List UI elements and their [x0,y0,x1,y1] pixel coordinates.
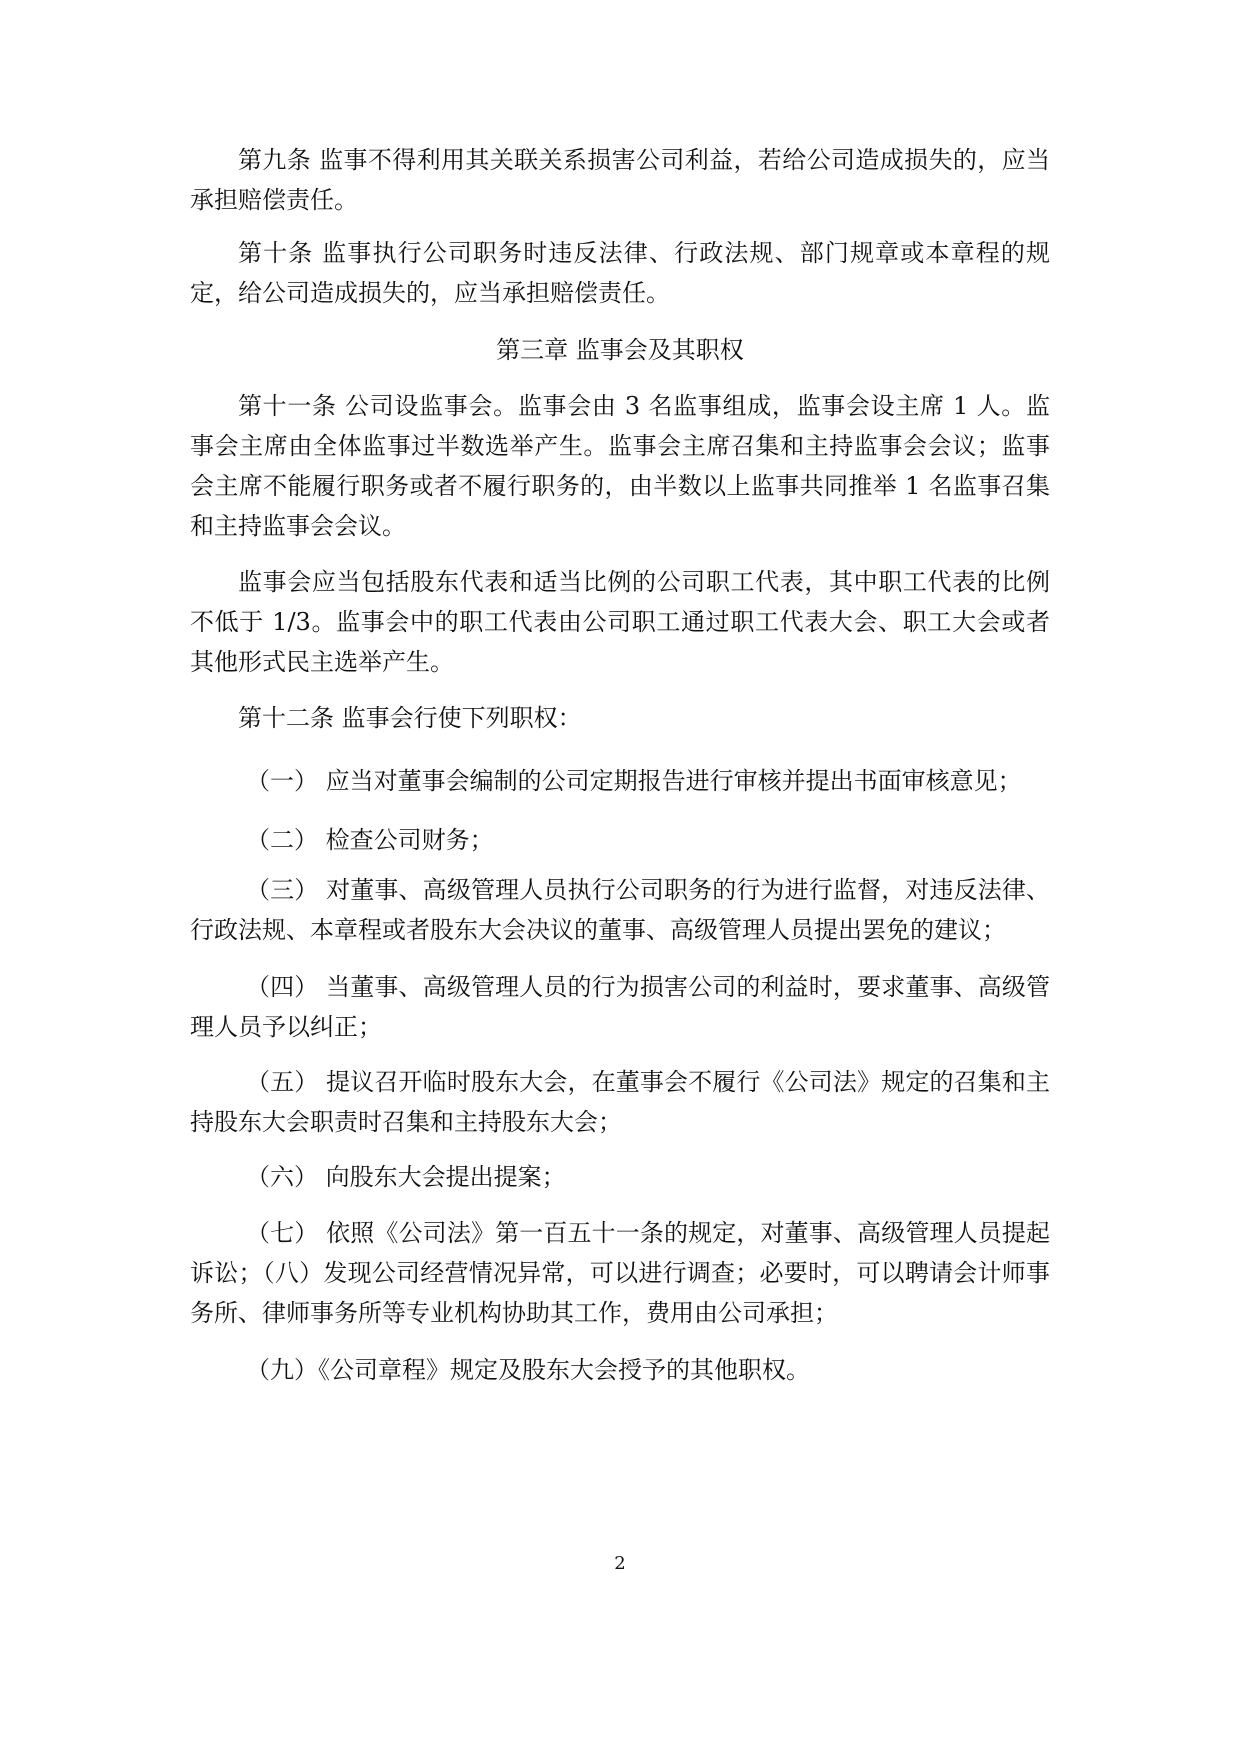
article-11-para-2: 监事会应当包括股东代表和适当比例的公司职工代表，其中职工代表的比例不低于 1/3。监事会中的职工代表由公司职工通过职工代表大会、职工大会或者其他形式民主选举产生。 [190,568,1050,676]
article-12-item-1: （一） 应当对董事会编制的公司定期报告进行审核并提出书面审核意见； [246,767,1022,795]
article-12-item-9: （九）《公司章程》规定及股东大会授予的其他职权。 [246,1356,810,1384]
page-number: 2 [614,1553,626,1574]
article-9: 第九条 监事不得利用其关联关系损害公司利益，若给公司造成损失的，应当承担赔偿责任。 [190,146,1050,214]
article-11-para-1: 第十一条 公司设监事会。监事会由 3 名监事组成，监事会设主席 1 人。监事会主席由全体监事过半数选举产生。监事会主席召集和主持监事会会议；监事会主席不能履行职务或者不履行职务的，由半数以上监事共同推举 1 名监事召集和主持监事会会议。 [190,392,1050,540]
article-12-item-6: （六） 向股东大会提出提案； [246,1163,566,1191]
article-12-item-2: （二） 检查公司财务； [246,826,494,854]
article-12-intro: 第十二条 监事会行使下列职权： [238,704,582,732]
article-12-item-3: （三） 对董事、高级管理人员执行公司职务的行为进行监督，对违反法律、行政法规、本章程或者股东大会决议的董事、高级管理人员提出罢免的建议； [190,876,1050,944]
chapter-heading: 第三章 监事会及其职权 [496,336,744,364]
article-10: 第十条 监事执行公司职务时违反法律、行政法规、部门规章或本章程的规定，给公司造成损失的，应当承担赔偿责任。 [190,239,1050,307]
article-12-item-5: （五） 提议召开临时股东大会，在董事会不履行《公司法》规定的召集和主持股东大会职责时召集和主持股东大会； [190,1068,1050,1136]
article-12-item-7-8: （七） 依照《公司法》第一百五十一条的规定，对董事、高级管理人员提起诉讼；（八）发现公司经营情况异常，可以进行调查；必要时，可以聘请会计师事务所、律师事务所等专业机构协助其工作，费用由公司承担； [190,1219,1050,1327]
article-12-item-4: （四） 当董事、高级管理人员的行为损害公司的利益时，要求董事、高级管理人员予以纠正； [190,973,1050,1041]
